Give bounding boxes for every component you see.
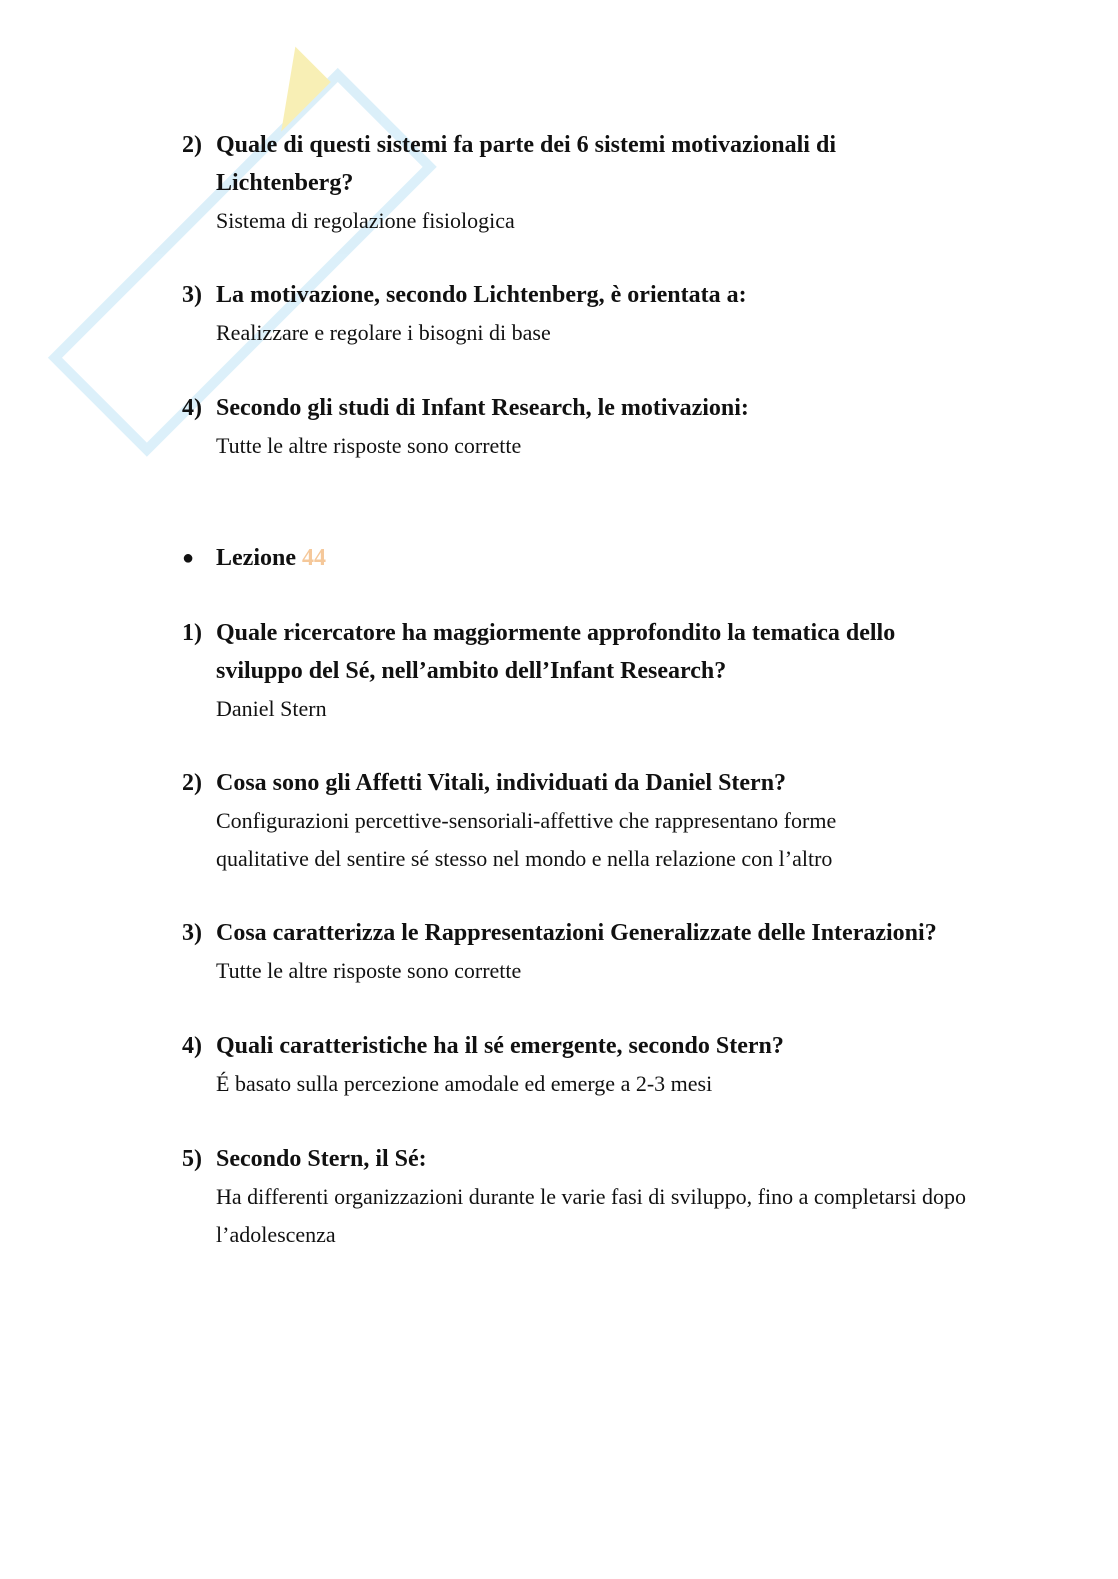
lesson-label: Lezione (216, 545, 296, 571)
question-text: Cosa caratterizza le Rappresentazioni Generalizzate delle Interazioni? (216, 920, 937, 946)
question-number: 4) (182, 395, 202, 421)
qa-item (182, 914, 982, 990)
answer: É basato sulla percezione amodale ed emerge a 2-3 mesi (216, 1071, 713, 1096)
question-text: Quale di questi sistemi fa parte dei 6 sistemi motivazionali di Lichtenberg? (216, 132, 836, 196)
bullet-icon: ● (182, 547, 195, 569)
watermark-accent (246, 47, 331, 132)
qa-item (182, 276, 982, 352)
question-text: Secondo Stern, il Sé: (216, 1146, 427, 1172)
question (182, 1027, 982, 1065)
lesson-number: 44 (301, 545, 326, 571)
question-number: 1) (182, 620, 202, 646)
qa-item (182, 614, 982, 728)
question (182, 126, 982, 202)
question-number: 2) (182, 132, 202, 158)
qa-item (182, 764, 982, 878)
question-number: 3) (182, 282, 202, 308)
qa-item (182, 1140, 982, 1254)
qa-item (182, 389, 982, 465)
question-text: Quale ricercatore ha maggiormente approfondito la tematica dello sviluppo del Sé, nell’ambito dell’Infant Research? (216, 620, 896, 684)
question (182, 276, 982, 314)
qa-item (182, 1027, 982, 1103)
question-number: 2) (182, 770, 202, 796)
question (182, 389, 982, 427)
answer: Sistema di regolazione fisiologica (216, 208, 515, 233)
question-text: Quali caratteristiche ha il sé emergente, secondo Stern? (216, 1033, 784, 1059)
answer: Ha differenti organizzazioni durante le varie fasi di sviluppo, fino a completarsi dopo l’adolescenza (216, 1184, 966, 1247)
question-text: Secondo gli studi di Infant Research, le motivazioni: (216, 395, 749, 421)
question (182, 1140, 982, 1178)
answer: Daniel Stern (216, 696, 327, 721)
qa-item (182, 126, 982, 240)
question-number: 5) (182, 1146, 202, 1172)
question (182, 614, 982, 690)
question-text: Cosa sono gli Affetti Vitali, individuati da Daniel Stern? (216, 770, 787, 796)
question (182, 764, 982, 802)
question-number: 4) (182, 1033, 202, 1059)
question-number: 3) (182, 920, 202, 946)
lesson-heading (182, 539, 326, 577)
answer: Tutte le altre risposte sono corrette (216, 433, 522, 458)
answer: Tutte le altre risposte sono corrette (216, 958, 522, 983)
question (182, 914, 982, 952)
answer: Realizzare e regolare i bisogni di base (216, 320, 551, 345)
answer: Configurazioni percettive-sensoriali-affettive che rappresentano forme qualitative del sentire sé stesso nel mondo e nella relazione con l’altro (216, 808, 837, 871)
question-text: La motivazione, secondo Lichtenberg, è orientata a: (216, 282, 747, 308)
